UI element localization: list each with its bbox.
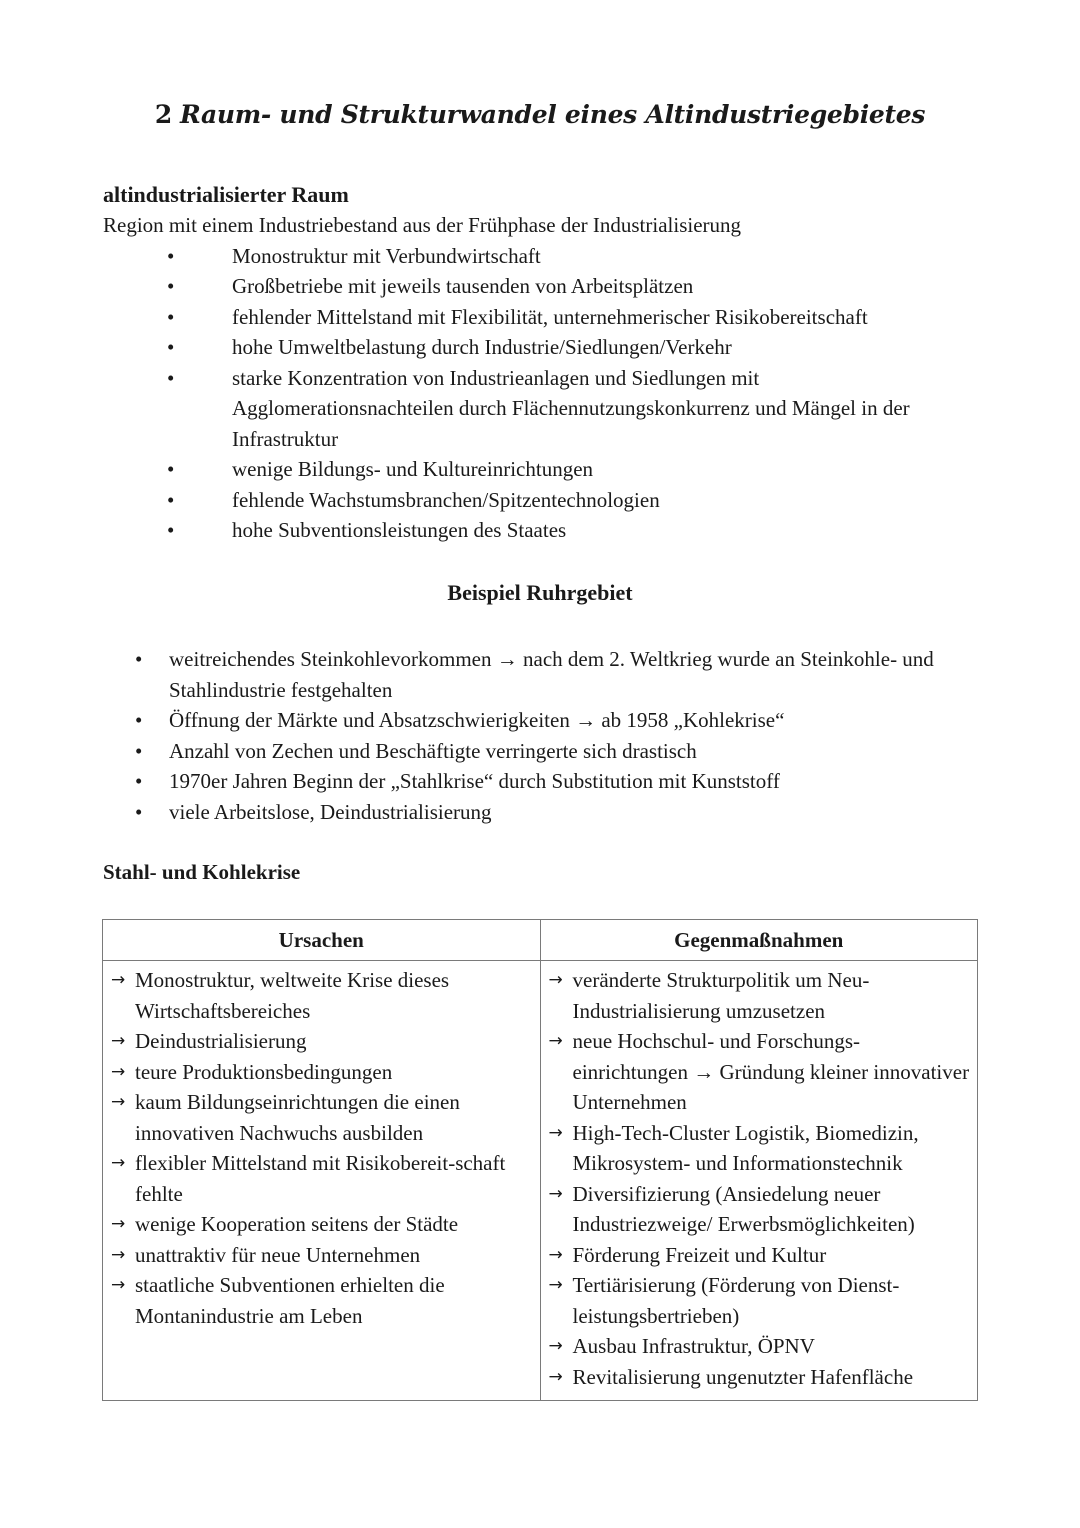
- list-item: [547, 1240, 972, 1271]
- arrow-right-icon: →: [111, 1244, 126, 1265]
- list-item-text: Tertiärisierung (Förderung von Dienst-leistungsbertrieben): [572, 1273, 900, 1328]
- column-header-gegenmassnahmen: Gegenmaßnahmen: [540, 920, 978, 961]
- ursachen-list: [109, 965, 534, 1331]
- list-item-text: Förderung Freizeit und Kultur: [572, 1242, 827, 1267]
- section-intro: Region mit einem Industriebestand aus der Frühphase der Industrialisierung: [103, 213, 742, 237]
- arrow-right-icon: →: [548, 1183, 563, 1204]
- ursachen-cell: [103, 961, 541, 1401]
- column-header-ursachen: Ursachen: [103, 920, 541, 961]
- list-item: • Monostruktur mit Verbundwirtschaft: [103, 241, 983, 272]
- arrow-right-icon: →: [548, 1244, 563, 1265]
- list-item-text: teure Produktionsbedingungen: [135, 1059, 393, 1084]
- list-item: • hohe Umweltbelastung durch Industrie/Siedlungen/Verkehr: [103, 332, 983, 363]
- gegenmassnahmen-list: [547, 965, 972, 1392]
- list-item: • wenige Bildungs- und Kultureinrichtungen: [103, 454, 983, 485]
- list-item: [109, 1026, 534, 1057]
- list-item: [547, 1118, 972, 1179]
- list-item: [109, 1270, 534, 1331]
- list-item-text: flexibler Mittelstand mit Risikobereit-schaft fehlte: [135, 1151, 506, 1206]
- list-item: [547, 965, 972, 1026]
- section-altindustrialisierter-raum: [103, 180, 983, 546]
- list-item-text: Diversifizierung (Ansiedelung neuer Industriezweige/ Erwerbsmöglichkeiten): [572, 1181, 915, 1236]
- list-item: • fehlender Mittelstand mit Flexibilität, unternehmerischer Risikobereitschaft: [103, 302, 983, 333]
- arrow-right-icon: →: [548, 970, 563, 990]
- list-item: • viele Arbeitslose, Deindustrialisierung: [103, 797, 983, 828]
- arrow-right-icon: →: [111, 970, 126, 990]
- table-header-row: [103, 920, 978, 961]
- list-item: • starke Konzentration von Industrieanlagen und Siedlungen mit Agglomerationsnachteilen durch Flächennutzungskonkurrenz und Mängel in der Infrastruktur: [103, 363, 983, 455]
- arrow-right-icon: →: [111, 1153, 126, 1173]
- list-item-text: Monostruktur, weltweite Krise dieses Wirtschaftsbereiches: [135, 968, 450, 1023]
- chapter-number: 2: [154, 100, 172, 129]
- list-item: [109, 1240, 534, 1271]
- arrow-right-icon: →: [548, 1122, 563, 1143]
- list-item: [109, 1209, 534, 1240]
- arrow-right-icon: →: [111, 1092, 126, 1112]
- list-item: • hohe Subventionsleistungen des Staates: [103, 515, 983, 546]
- chapter-title: Raum- und Strukturwandel eines Altindustriegebietes: [179, 100, 926, 129]
- feature-list: [103, 241, 983, 546]
- section-heading-krise: Stahl- und Kohlekrise: [103, 860, 301, 884]
- list-item-text: kaum Bildungseinrichtungen die einen innovativen Nachwuchs ausbilden: [135, 1090, 460, 1145]
- arrow-right-icon: →: [111, 1214, 126, 1234]
- list-item-text: Ausbau Infrastruktur, ÖPNV: [572, 1334, 815, 1358]
- section-heading-ruhrgebiet: Beispiel Ruhrgebiet: [447, 580, 633, 605]
- list-item: [547, 1270, 972, 1331]
- list-item-text: staatliche Subventionen erhielten die Montanindustrie am Leben: [135, 1273, 445, 1328]
- list-item: [109, 1148, 534, 1209]
- list-item-text: Deindustrialisierung: [135, 1029, 307, 1053]
- list-item-text: veränderte Strukturpolitik um Neu-Industrialisierung umzusetzen: [572, 968, 870, 1023]
- section-heading: altindustrialisierter Raum: [103, 182, 349, 207]
- gegenmassnahmen-cell: [540, 961, 978, 1401]
- list-item: [109, 1057, 534, 1088]
- arrow-right-icon: →: [548, 1031, 563, 1051]
- list-item-text: neue Hochschul- und Forschungs-einrichtungen → Gründung kleiner innovativer Unternehmen: [572, 1029, 970, 1114]
- list-item-text: unattraktiv für neue Unternehmen: [135, 1242, 421, 1267]
- list-item: • weitreichendes Steinkohlevorkommen → nach dem 2. Weltkrieg wurde an Steinkohle- und Stahlindustrie festgehalten: [103, 644, 983, 705]
- list-item-text: Revitalisierung ungenutzter Hafenfläche: [572, 1364, 914, 1389]
- list-item: • fehlende Wachstumsbranchen/Spitzentechnologien: [103, 485, 983, 516]
- list-item: • 1970er Jahren Beginn der „Stahlkrise“ durch Substitution mit Kunststoff: [103, 766, 983, 797]
- list-item: • Anzahl von Zechen und Beschäftigte verringerte sich drastisch: [103, 736, 983, 767]
- page-title: [0, 100, 1080, 129]
- list-item: • Öffnung der Märkte und Absatzschwierigkeiten → ab 1958 „Kohlekrise“: [103, 705, 983, 736]
- list-item-text: High-Tech-Cluster Logistik, Biomedizin, Mikrosystem- und Informationstechnik: [572, 1120, 919, 1175]
- list-item: • Großbetriebe mit jeweils tausenden von Arbeitsplätzen: [103, 271, 983, 302]
- crisis-table: [102, 919, 978, 1401]
- arrow-right-icon: →: [548, 1366, 563, 1387]
- list-item-text: wenige Kooperation seitens der Städte: [135, 1212, 459, 1236]
- list-item: [109, 1087, 534, 1148]
- arrow-right-icon: →: [111, 1061, 126, 1082]
- arrow-right-icon: →: [548, 1275, 563, 1295]
- arrow-right-icon: →: [111, 1031, 126, 1051]
- ruhrgebiet-list: [103, 644, 983, 827]
- list-item: [547, 1362, 972, 1393]
- list-item: [109, 965, 534, 1026]
- list-item: [547, 1026, 972, 1118]
- arrow-right-icon: →: [111, 1275, 126, 1295]
- list-item: [547, 1179, 972, 1240]
- list-item: [547, 1331, 972, 1362]
- arrow-right-icon: →: [548, 1336, 563, 1356]
- table-row: [103, 961, 978, 1401]
